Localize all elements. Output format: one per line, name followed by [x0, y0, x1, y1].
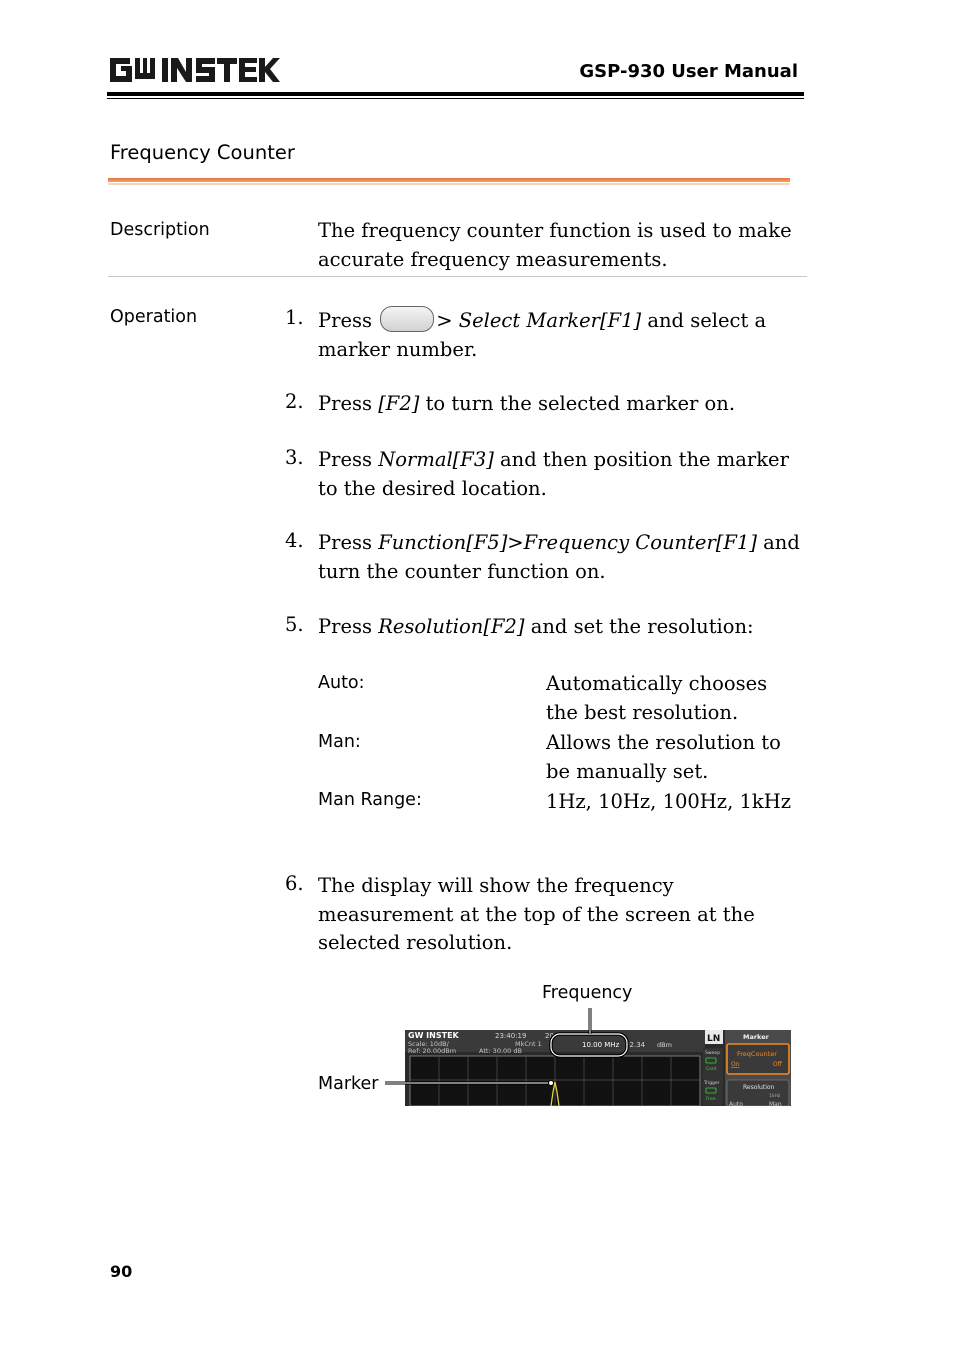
- step-number: 4.: [285, 529, 304, 552]
- screen-scale: Scale: 10dB/: [408, 1040, 449, 1048]
- step-text: Press: [318, 392, 372, 415]
- description-divider: [108, 276, 807, 277]
- step-text: and: [763, 531, 800, 554]
- step-separator: >: [507, 531, 524, 554]
- step-softkey: Frequency Counter[F1]: [523, 531, 757, 554]
- step-number: 3.: [285, 446, 304, 469]
- step-2: [318, 390, 803, 419]
- screen-frequency-value: 10.00 MHz: [582, 1041, 620, 1049]
- step-text: Press: [318, 615, 372, 638]
- screen-menu-title: Marker: [743, 1033, 769, 1041]
- header-rule: [107, 92, 804, 96]
- step-text: turn the counter function on.: [318, 559, 606, 583]
- step-text: Press: [318, 448, 372, 471]
- option-label: Man Range:: [318, 790, 422, 810]
- step-softkey: Resolution[F2]: [378, 615, 525, 638]
- step-number: 6.: [285, 872, 304, 895]
- option-label: Man:: [318, 732, 361, 752]
- screen-sweep: Sweep: [705, 1051, 720, 1056]
- step-1: [318, 306, 803, 364]
- manual-title: GSP-930 User Manual: [579, 61, 798, 82]
- step-text: Press: [318, 309, 372, 332]
- screen-ref: Ref: 20.00dBm: [408, 1047, 457, 1055]
- step-text: and set the resolution:: [530, 615, 754, 638]
- step-number: 5.: [285, 613, 304, 636]
- step-softkey: [F2]: [378, 392, 420, 415]
- step-text: and then position the marker: [500, 448, 789, 471]
- option-description: [546, 670, 806, 727]
- screen-time: 23:40:19: [495, 1032, 527, 1040]
- step-text: to the desired location.: [318, 476, 547, 500]
- screen-ln-badge: LN: [707, 1034, 721, 1044]
- screen-marker-count: MkCnt 1: [515, 1040, 542, 1048]
- step-number: 1.: [285, 306, 304, 329]
- screen-level-unit: dBm: [657, 1041, 672, 1049]
- marker-key-button: [380, 306, 434, 332]
- frequency-callout-label: Frequency: [542, 983, 633, 1003]
- step-softkey: Function[F5]: [378, 531, 508, 554]
- step-softkey: Select Marker[F1]: [458, 309, 642, 332]
- marker-callout-label: Marker: [318, 1074, 379, 1094]
- screen-res-value: 1kHz: [769, 1094, 781, 1099]
- screen-cont: Cont: [706, 1067, 717, 1072]
- step-3: [318, 446, 803, 503]
- screen-brand: GW INSTEK: [408, 1031, 459, 1040]
- screen-time-extra: 20: [545, 1032, 554, 1040]
- step-text: The display will show the frequency: [318, 874, 674, 897]
- screen-trigger: Trigger: [704, 1081, 720, 1086]
- step-text: measurement at the top of the screen at the: [318, 902, 755, 926]
- screen-auto: Auto: [729, 1101, 743, 1106]
- screen-att: Att: 30.00 dB: [479, 1047, 522, 1055]
- gw-instek-logo: [108, 52, 280, 86]
- step-text: and select a: [647, 309, 767, 332]
- option-label: Auto:: [318, 673, 365, 693]
- screen-off: Off: [773, 1061, 782, 1068]
- screen-man: Man: [769, 1101, 782, 1106]
- step-softkey: Normal[F3]: [378, 448, 494, 471]
- description-text: The frequency counter function is used to make accurate frequency measurements.: [318, 219, 792, 271]
- section-title: Frequency Counter: [110, 141, 295, 164]
- section-rule: [108, 178, 790, 182]
- step-separator: >: [436, 309, 453, 332]
- step-4: [318, 529, 803, 586]
- option-desc-line: Automatically chooses: [546, 672, 768, 695]
- figure-callouts: [380, 1000, 800, 1110]
- option-desc-line: the best resolution.: [546, 700, 739, 724]
- step-text: selected resolution.: [318, 931, 513, 954]
- step-text: Press: [318, 531, 372, 554]
- header-rule-thin: [107, 98, 804, 99]
- operation-label: Operation: [110, 307, 198, 327]
- option-description: 1Hz, 10Hz, 100Hz, 1kHz: [546, 790, 791, 813]
- screen-level: -2.34: [627, 1041, 646, 1049]
- screen-free: Free: [706, 1097, 716, 1102]
- step-number: 2.: [285, 390, 304, 413]
- page-number: 90: [110, 1262, 133, 1281]
- screen-freqcounter: FreqCounter: [737, 1050, 777, 1058]
- step-5: [318, 613, 803, 642]
- step-6: [318, 872, 803, 958]
- step-text: marker number.: [318, 337, 478, 361]
- option-desc-line: be manually set.: [546, 759, 709, 783]
- frequency-highlight-ring: [551, 1034, 627, 1056]
- step-text: to turn the selected marker on.: [425, 392, 736, 415]
- option-desc-line: Allows the resolution to: [546, 731, 781, 754]
- option-description: [546, 729, 806, 786]
- screen-on: On: [731, 1061, 740, 1068]
- description-label: Description: [110, 220, 210, 240]
- screen-resolution: Resolution: [743, 1084, 775, 1091]
- section-rule-shadow: [108, 183, 790, 185]
